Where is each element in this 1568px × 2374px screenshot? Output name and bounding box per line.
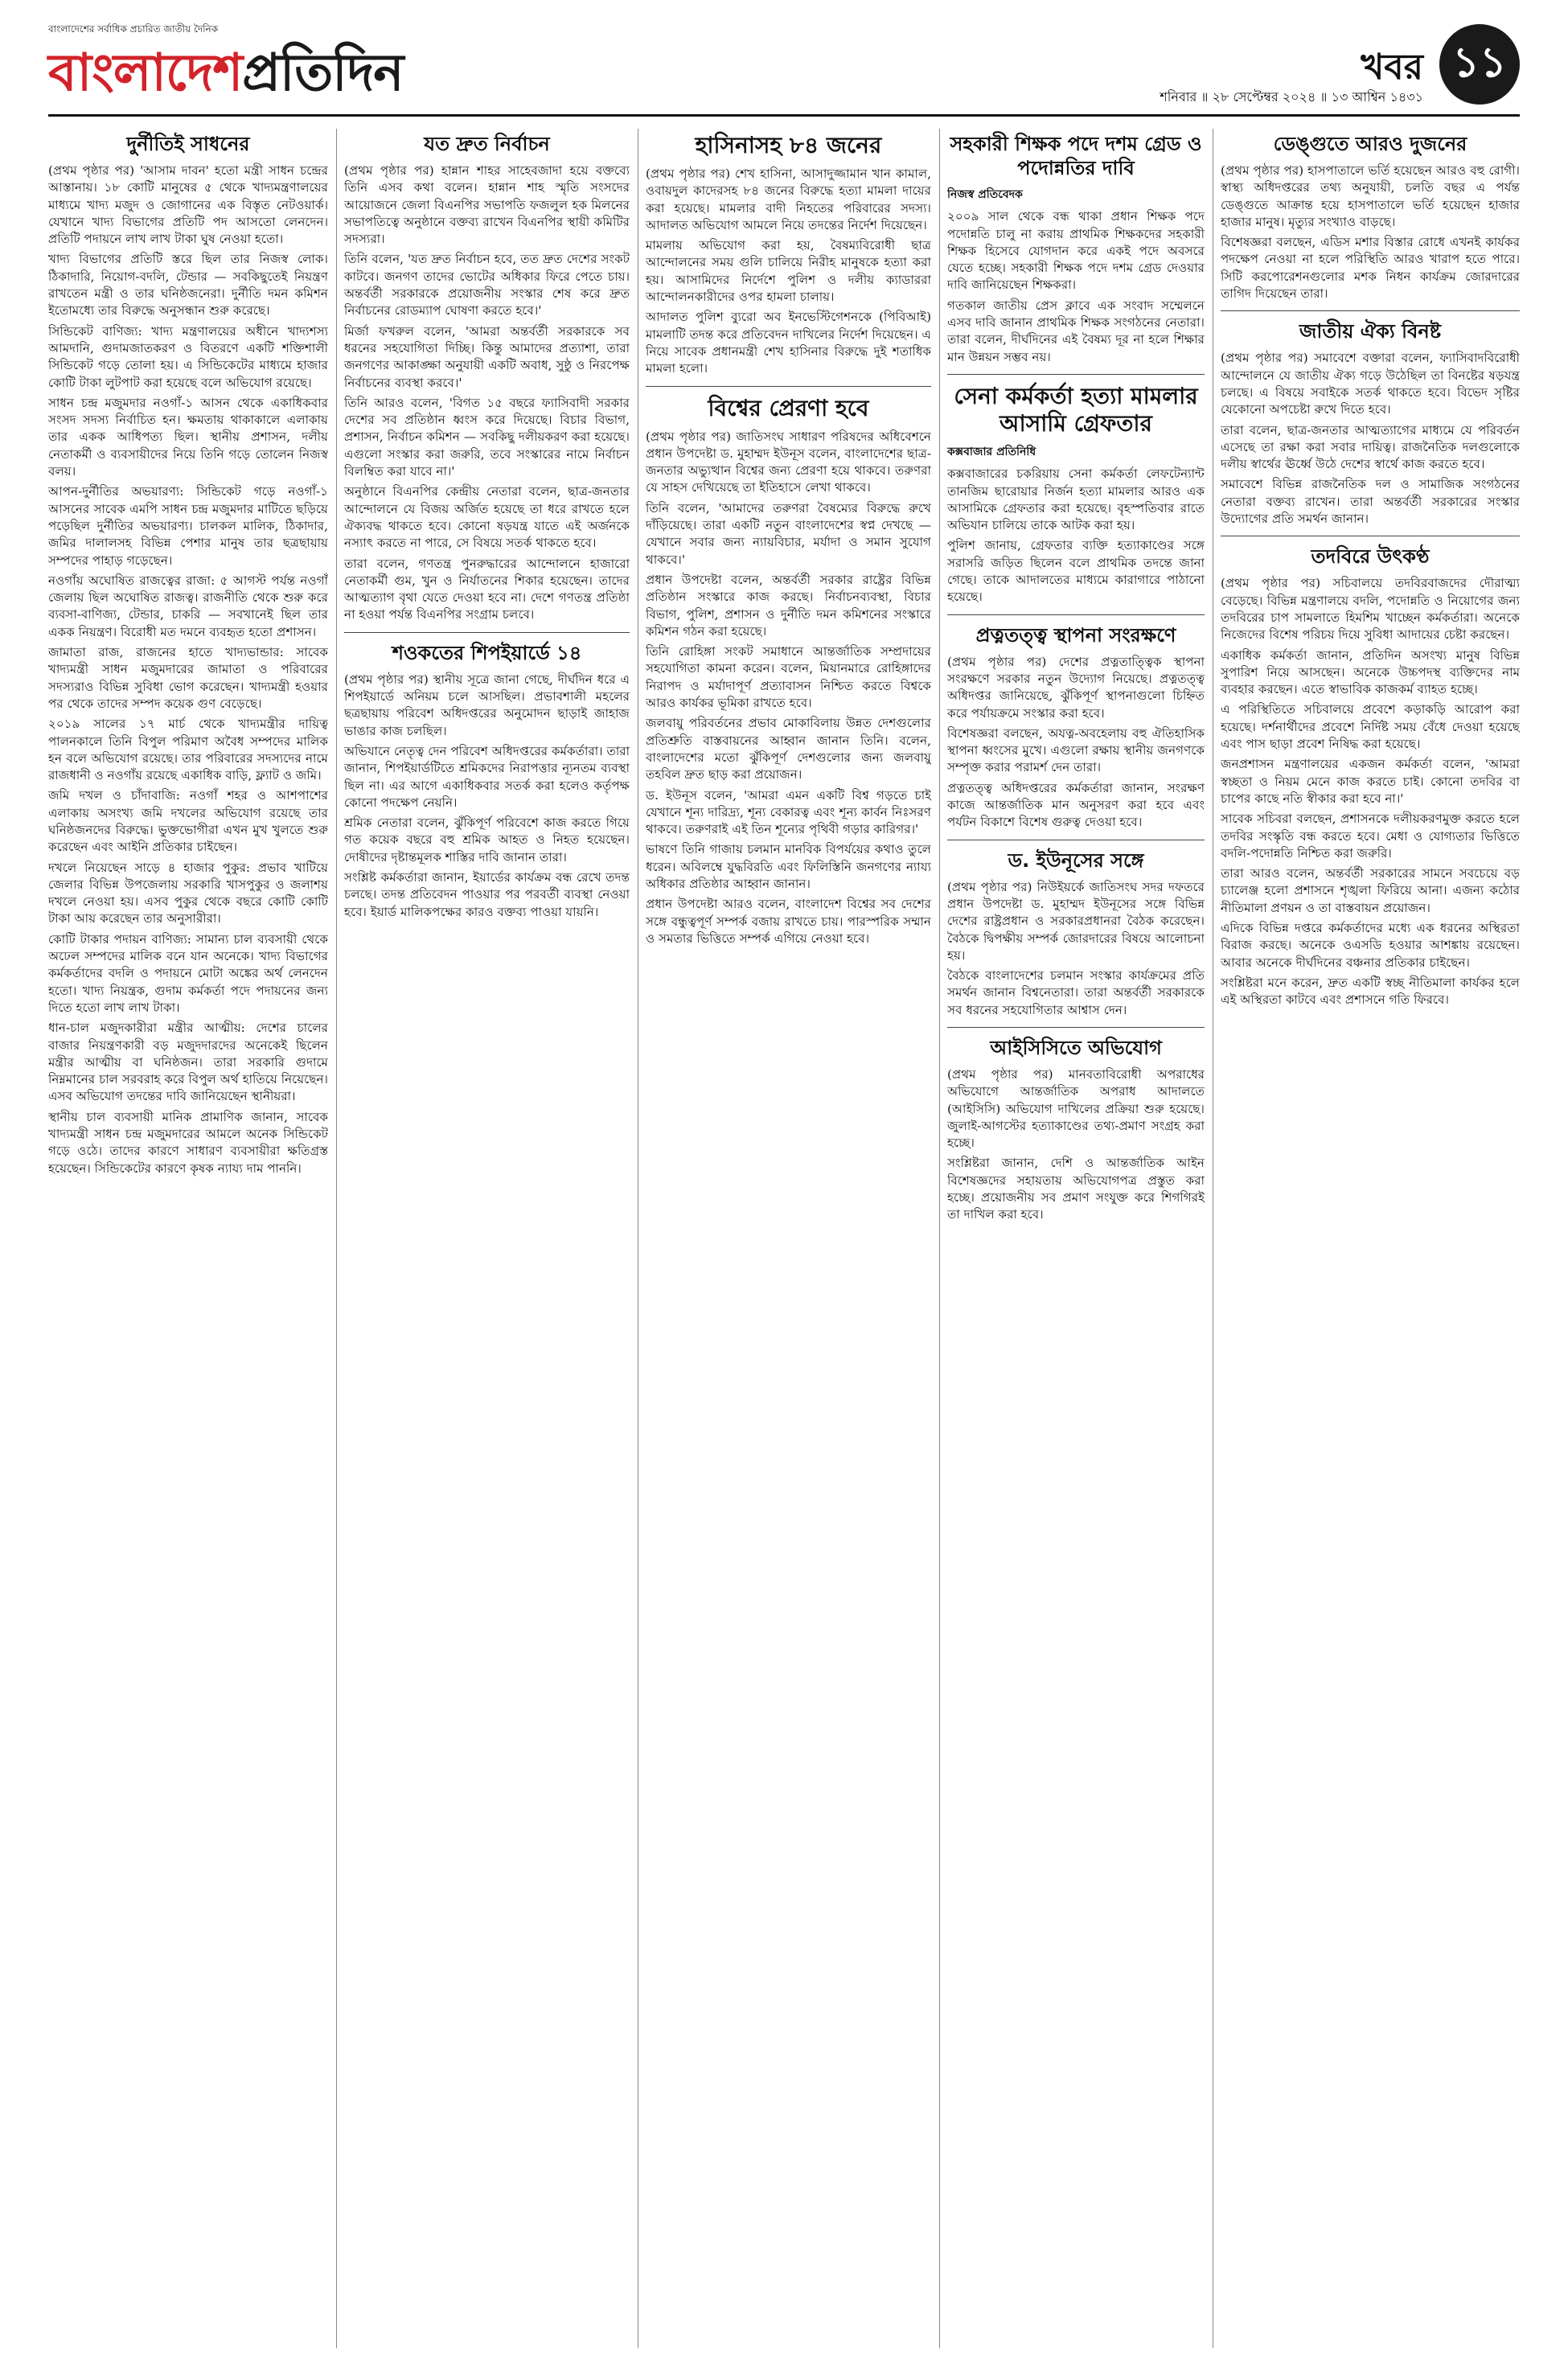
column-divider [336, 129, 337, 2348]
article-paragraph: প্রত্নতত্ত্ব অধিদপ্তরের কর্মকর্তারা জানান, সংরক্ষণ কাজে আন্তর্জাতিক মান অনুসরণ করা হবে এবং পর্যটন বিকাশে বিশেষ গুরুত্ব দেওয়া হবে। [947, 780, 1205, 830]
article-paragraph: খাদ্য বিভাগের প্রতিটি স্তরে ছিল তার নিজস্ব লোক। ঠিকাদারি, নিয়োগ-বদলি, টেন্ডার — সবকিছুতেই নিয়ন্ত্রণ রাখতেন মন্ত্রী ও তার ঘনিষ্ঠজনেরা। দুর্নীতি দমন কমিশন ইতোমধ্যে তার বিরুদ্ধে অনুসন্ধান শুরু করেছে। [48, 252, 328, 318]
article-paragraph: তারা বলেন, ছাত্র-জনতার আত্মত্যাগের মাধ্যমে যে পরিবর্তন এসেছে তা রক্ষা করা সবার দায়িত্ব। রাজনৈতিক দলগুলোকে দলীয় স্বার্থের ঊর্ধ্বে উঠে দেশের স্বার্থে কাজ করতে হবে। [1221, 422, 1520, 472]
masthead [48, 23, 1520, 111]
article-headline[interactable]: জাতীয় ঐক্য বিনষ্ট [1299, 320, 1442, 343]
article-paragraph: (প্রথম পৃষ্ঠার পর) স্থানীয় সূত্রে জানা গেছে, দীর্ঘদিন ধরে এ শিপইয়ার্ডে অনিয়ম চলে আসছিল। প্রভাবশালী মহলের ছত্রছায়ায় পরিবেশ অধিদপ্তরের অনুমোদন ছাড়াই জাহাজ ভাঙার কাজ চলছিল। [344, 672, 630, 738]
article-paragraph: ধান-চাল মজুদকারীরা মন্ত্রীর আত্মীয়: দেশের চালের বাজার নিয়ন্ত্রণকারী বড় মজুদদারদের অনেকেই ছিলেন মন্ত্রীর আত্মীয় বা ঘনিষ্ঠজন। তারা সরকারি গুদামে নিম্নমানের চাল সরবরাহ করে বিপুল অর্থ হাতিয়ে নিয়েছেন। এসব অভিযোগ তদন্তের দাবি জানিয়েছেন স্থানীয়রা। [48, 1021, 328, 1104]
article-paragraph: এদিকে বিভিন্ন দপ্তরে কর্মকর্তাদের মধ্যে এক ধরনের অস্থিরতা বিরাজ করছে। অনেকে ওএসডি হওয়ার আশঙ্কায় রয়েছেন। আবার অনেকে দীর্ঘদিনের বঞ্চনার প্রতিকার চাইছেন। [1221, 920, 1520, 970]
article-divider [1221, 310, 1520, 311]
section-name: খবর [1361, 47, 1423, 88]
article-paragraph: (প্রথম পৃষ্ঠার পর) হাসপাতালে ভর্তি হয়েছেন আরও বহু রোগী। স্বাস্থ্য অধিদপ্তরের তথ্য অনুযায়ী, চলতি বছর এ পর্যন্ত ডেঙ্গুতে আক্রান্ত হয়ে হাসপাতালে ভর্তি হয়েছেন হাজার হাজার মানুষ। মৃত্যুর সংখ্যাও বাড়ছে। [1221, 163, 1520, 229]
article-divider [947, 614, 1205, 615]
article-body [646, 166, 931, 378]
column-1-article [48, 129, 328, 2348]
article-paragraph: কোটি টাকার পদায়ন বাণিজ্য: সামান্য চাল ব্যবসায়ী থেকে অঢেল সম্পদের মালিক বনে যান অনেকে। খাদ্য বিভাগের কর্মকর্তাদের বদলি ও পদায়নে মোটা অঙ্কের অর্থ লেনদেন হতো। খাদ্য নিয়ন্ত্রক, গুদাম কর্মকর্তা পদে পদায়নের জন্য দিতে হতো লাখ লাখ টাকা। [48, 931, 328, 1015]
article-headline[interactable]: দুর্নীতিই সাধনের [126, 133, 250, 155]
article-headline[interactable]: সহকারী শিক্ষক পদে দশম গ্রেড ও পদোন্নতির দাবি [950, 133, 1202, 179]
article-headline[interactable]: শওকতের শিপইয়ার্ডে ১৪ [392, 641, 582, 664]
column-4-article [947, 129, 1205, 2348]
article-paragraph: মির্জা ফখরুল বলেন, 'আমরা অন্তর্বর্তী সরকারকে সব ধরনের সহযোগিতা দিচ্ছি। কিন্তু আমাদের প্রত্যাশা, তারা জনগণের আকাঙ্ক্ষা অনুযায়ী একটি অবাধ, সুষ্ঠু ও নিরপেক্ষ নির্বাচনের ব্যবস্থা করবে।' [344, 323, 630, 390]
article-body [48, 162, 328, 1177]
logo-part-2: প্রতিদিন [242, 43, 404, 103]
article-byline: কক্সবাজার প্রতিনিধি [947, 445, 1036, 458]
article-paragraph: নওগাঁয় অঘোষিত রাজত্বের রাজা: ৫ আগস্ট পর্যন্ত নওগাঁ জেলায় ছিল অঘোষিত রাজত্ব। রাজনীতি থেকে শুরু করে ব্যবসা-বাণিজ্য, টেন্ডার, চাকরি — সবখানেই ছিল তার একক নিয়ন্ত্রণ। বিরোধী মত দমনে ব্যবহৃত হতো প্রশাসন। [48, 573, 328, 639]
article-paragraph: (প্রথম পৃষ্ঠার পর) সমাবেশে বক্তারা বলেন, ফ্যাসিবাদবিরোধী আন্দোলনে যে জাতীয় ঐক্য গড়ে উঠেছিল তা বিনষ্টের ষড়যন্ত্র চলছে। এ বিষয়ে সবাইকে সতর্ক থাকতে হবে। বিভেদ সৃষ্টির যেকোনো অপচেষ্টা রুখে দিতে হবে। [1221, 351, 1520, 417]
article-divider [646, 386, 931, 387]
article-body [947, 208, 1205, 366]
article-paragraph: তিনি বলেন, 'যত দ্রুত নির্বাচন হবে, তত দ্রুত দেশের সংকট কাটবে। জনগণ তাদের ভোটের অধিকার ফিরে পেতে চায়। অন্তর্বর্তী সরকারকে প্রয়োজনীয় সংস্কার শেষ করে দ্রুত নির্বাচনের রোডম্যাপ ঘোষণা করতে হবে।' [344, 252, 630, 318]
article-paragraph: (প্রথম পৃষ্ঠার পর) সচিবালয়ে তদবিরবাজদের দৌরাত্ম্য বেড়েছে। বিভিন্ন মন্ত্রণালয়ে বদলি, পদোন্নতি ও নিয়োগের জন্য তদবিরের চাপ সামলাতে হিমশিম খাচ্ছেন কর্মকর্তারা। অনেকে নিজেদের বিশেষ পরিচয় দিয়ে সুবিধা আদায়ের চেষ্টা করছেন। [1221, 576, 1520, 643]
article-paragraph: আদালত পুলিশ ব্যুরো অব ইনভেস্টিগেশনকে (পিবিআই) মামলাটি তদন্ত করে প্রতিবেদন দাখিলের নির্দেশ দিয়েছেন। এ নিয়ে সাবেক প্রধানমন্ত্রী শেখ হাসিনার বিরুদ্ধে দুই শতাধিক মামলা হলো। [646, 310, 931, 376]
article-paragraph: জমি দখল ও চাঁদাবাজি: নওগাঁ শহর ও আশপাশের এলাকায় অসংখ্য জমি দখলের অভিযোগ রয়েছে তার ঘনিষ্ঠজনদের বিরুদ্ধে। ভুক্তভোগীরা এখন মুখ খুলতে শুরু করেছেন এবং আইনি প্রতিকার চাইছেন। [48, 788, 328, 855]
article-paragraph: এ পরিস্থিতিতে সচিবালয়ে প্রবেশে কড়াকড়ি আরোপ করা হয়েছে। দর্শনার্থীদের প্রবেশে নির্দিষ্ট সময় বেঁধে দেওয়া হয়েছে এবং পাস ছাড়া প্রবেশ নিষিদ্ধ করা হয়েছে। [1221, 702, 1520, 752]
article-body [1221, 162, 1520, 302]
article-paragraph: (প্রথম পৃষ্ঠার পর) হান্নান শাহর সাহেবজাদা হয়ে বক্তব্যে তিনি এসব কথা বলেন। হান্নান শাহ স্মৃতি সংসদের আয়োজনে জেলা বিএনপির সভাপতি ফজলুল হক মিলনের সভাপতিত্বে অনুষ্ঠানে বক্তব্য রাখেন বিএনপির স্থায়ী কমিটির সদস্যরা। [344, 163, 630, 247]
article-paragraph: (প্রথম পৃষ্ঠার পর) দেশের প্রত্নতাত্ত্বিক স্থাপনা সংরক্ষণে সরকার নতুন উদ্যোগ নিয়েছে। প্রত্নতত্ত্ব অধিদপ্তর জানিয়েছে, ঝুঁকিপূর্ণ স্থাপনাগুলো চিহ্নিত করে পর্যায়ক্রমে সংস্কার করা হবে। [947, 654, 1205, 721]
article-body [646, 429, 931, 948]
article-headline[interactable]: ডেঙ্গুতে আরও দুজনের [1273, 133, 1467, 155]
article-headline[interactable]: তদবিরে উৎকণ্ঠ [1311, 545, 1430, 569]
article-paragraph: স্থানীয় চাল ব্যবসায়ী মানিক প্রামাণিক জানান, সাবেক খাদ্যমন্ত্রী সাধন চন্দ্র মজুমদারের আমলে অনেক সিন্ডিকেট গড়ে ওঠে। তাদের কারণে সাধারণ ব্যবসায়ীরা ক্ষতিগ্রস্ত হয়েছেন। সিন্ডিকেটের কারণে কৃষক ন্যায্য দাম পাননি। [48, 1109, 328, 1176]
article-paragraph: ভাষণে তিনি গাজায় চলমান মানবিক বিপর্যয়ের কথাও তুলে ধরেন। অবিলম্বে যুদ্ধবিরতি এবং ফিলিস্তিনি জনগণের ন্যায্য অধিকার প্রতিষ্ঠার আহ্বান জানান। [646, 842, 931, 891]
article-paragraph: ২০১৯ সালের ১৭ মার্চ থেকে খাদ্যমন্ত্রীর দায়িত্ব পালনকালে তিনি বিপুল পরিমাণ অবৈধ সম্পদের মালিক হন বলে অভিযোগ রয়েছে। তার পরিবারের সদস্যদের নামে রাজধানী ও নওগাঁয় রয়েছে একাধিক বাড়ি, ফ্ল্যাট ও জমি। [48, 717, 328, 783]
article-paragraph: ২০০৯ সাল থেকে বন্ধ থাকা প্রধান শিক্ষক পদে পদোন্নতি চালু না করায় প্রাথমিক শিক্ষকদের সহকারী শিক্ষক হিসেবে যোগদান করে একই পদে অবসরে যেতে হচ্ছে। সহকারী শিক্ষক পদে দশম গ্রেড দেওয়ার দাবি জানিয়েছেন শিক্ষকরা। [947, 209, 1205, 293]
article-paragraph: মামলায় অভিযোগ করা হয়, বৈষম্যবিরোধী ছাত্র আন্দোলনের সময় গুলি চালিয়ে নিরীহ মানুষকে হত্যা করা হয়। আসামিদের নির্দেশে পুলিশ ও দলীয় ক্যাডাররা আন্দোলনকারীদের ওপর হামলা চালায়। [646, 238, 931, 305]
article-paragraph: তিনি আরও বলেন, 'বিগত ১৫ বছরে ফ্যাসিবাদী সরকার দেশের সব প্রতিষ্ঠান ধ্বংস করে দিয়েছে। বিচার বিভাগ, প্রশাসন, নির্বাচন কমিশন — সবকিছু দলীয়করণ করা হয়েছে। এগুলো সংস্কার করা জরুরি, তবে সংস্কারের নামে নির্বাচন বিলম্বিত করা যাবে না।' [344, 395, 630, 479]
column-2-article [344, 129, 630, 2348]
article-paragraph: বিশেষজ্ঞরা বলছেন, অযত্ন-অবহেলায় বহু ঐতিহাসিক স্থাপনা ধ্বংসের মুখে। এগুলো রক্ষায় স্থানীয় জনগণকে সম্পৃক্ত করার পরামর্শ দেন তারা। [947, 725, 1205, 775]
article-headline[interactable]: বিশ্বের প্রেরণা হবে [708, 394, 869, 421]
article-paragraph: শ্রমিক নেতারা বলেন, ঝুঁকিপূর্ণ পরিবেশে কাজ করতে গিয়ে গত কয়েক বছরে বহু শ্রমিক আহত ও নিহত হয়েছেন। দোষীদের দৃষ্টান্তমূলক শাস্তির দাবি জানান তারা। [344, 815, 630, 865]
article-paragraph: আপন-দুর্নীতির অভয়ারণ্য: সিন্ডিকেট গড়ে নওগাঁ-১ আসনের সাবেক এমপি সাধন চন্দ্র মজুমদার মাটিতে ছড়িয়ে পড়েছিল দুর্নীতির অভয়ারণ্য। চালকল মালিক, ঠিকাদার, জমির দালালসহ বিভিন্ন পেশার মানুষ তার ছত্রছায়ায় সম্পদের পাহাড় গড়েছেন। [48, 484, 328, 568]
article-headline[interactable]: হাসিনাসহ ৮৪ জনের [695, 132, 882, 158]
article-paragraph: কক্সবাজারের চকরিয়ায় সেনা কর্মকর্তা লেফটেন্যান্ট তানজিম ছারোয়ার নির্জন হত্যা মামলার আরও এক আসামিকে গ্রেফতার করা হয়েছে। বৃহস্পতিবার রাতে অভিযান চালিয়ে তাকে আটক করা হয়। [947, 466, 1205, 533]
article-body [947, 1066, 1205, 1224]
article-paragraph: প্রধান উপদেষ্টা বলেন, অন্তর্বর্তী সরকার রাষ্ট্রের বিভিন্ন প্রতিষ্ঠান সংস্কারে কাজ করছে। নির্বাচনব্যবস্থা, বিচার বিভাগ, পুলিশ, প্রশাসন ও দুর্নীতি দমন কমিশনের সংস্কারে কমিশন গঠন করা হয়েছে। [646, 572, 931, 639]
article-paragraph: তারা আরও বলেন, অন্তর্বর্তী সরকারের সামনে সবচেয়ে বড় চ্যালেঞ্জ হলো প্রশাসনে শৃঙ্খলা ফিরিয়ে আনা। এজন্য কঠোর নীতিমালা প্রণয়ন ও তা বাস্তবায়ন প্রয়োজন। [1221, 866, 1520, 915]
dateline: শনিবার ॥ ২৮ সেপ্টেম্বর ২০২৪ ॥ ১৩ আশ্বিন ১৪৩১ [1160, 89, 1423, 105]
article-headline[interactable]: প্রত্নতত্ত্ব স্থাপনা সংরক্ষণে [975, 623, 1176, 647]
column-divider [939, 129, 940, 2348]
article-paragraph: সংশ্লিষ্টরা জানান, দেশি ও আন্তর্জাতিক আইন বিশেষজ্ঞদের সহায়তায় অভিযোগপত্র প্রস্তুত করা হচ্ছে। প্রয়োজনীয় সব প্রমাণ সংযুক্ত করে শিগগিরই তা দাখিল করা হবে। [947, 1156, 1205, 1222]
article-paragraph: সাবেক সচিবরা বলছেন, প্রশাসনকে দলীয়করণমুক্ত করতে হলে তদবির সংস্কৃতি বন্ধ করতে হবে। মেধা ও যোগ্যতার ভিত্তিতে বদলি-পদোন্নতি নিশ্চিত করা জরুরি। [1221, 811, 1520, 860]
article-paragraph: (প্রথম পৃষ্ঠার পর) 'আসাম দাবন' হতো মন্ত্রী সাধন চন্দ্রের আস্তানায়। ১৮ কোটি মানুষের ৫ থেকে খাদ্যমন্ত্রণালয়ের মাধ্যমে খাদ্য মজুদ ও জোগানের এক বিস্তৃত নেটওয়ার্ক। যেখানে খাদ্য বিভাগের প্রতিটি পদ আসতো লেনদেন। প্রতিটি পদায়নে লাখ লাখ টাকা ঘুষ নেওয়া হতো। [48, 163, 328, 247]
masthead-rule [48, 114, 1520, 117]
newspaper-logo[interactable] [48, 34, 403, 120]
article-paragraph: (প্রথম পৃষ্ঠার পর) জাতিসংঘ সাধারণ পরিষদের অধিবেশনে প্রধান উপদেষ্টা ড. মুহাম্মদ ইউনূস বলেন, বাংলাদেশের ছাত্র-জনতার অভ্যুত্থান বিশ্বের জন্য প্রেরণা হয়ে থাকবে। তরুণরা যে সাহস দেখিয়েছে তা ইতিহাসে লেখা থাকবে। [646, 429, 931, 495]
article-paragraph: বৈঠকে বাংলাদেশের চলমান সংস্কার কার্যক্রমের প্রতি সমর্থন জানান বিশ্বনেতারা। তারা অন্তর্বর্তী সরকারকে সব ধরনের সহযোগিতার আশ্বাস দেন। [947, 968, 1205, 1017]
masthead-tagline: বাংলাদেশের সর্বাধিক প্রচারিত জাতীয় দৈনিক [48, 23, 219, 35]
article-paragraph: সংশ্লিষ্টরা মনে করেন, দ্রুত একটি স্বচ্ছ নীতিমালা কার্যকর হলে এই অস্থিরতা কাটবে এবং প্রশাসনে গতি ফিরবে। [1221, 975, 1520, 1008]
article-divider [947, 374, 1205, 375]
page-number-badge: ১১ [1439, 24, 1520, 105]
article-body [1221, 575, 1520, 1008]
article-paragraph: সংশ্লিষ্ট কর্মকর্তারা জানান, ইয়ার্ডের কার্যক্রম বন্ধ রেখে তদন্ত চলছে। তদন্ত প্রতিবেদন পাওয়ার পর পরবর্তী ব্যবস্থা নেওয়া হবে। ইয়ার্ড মালিকপক্ষের কারও বক্তব্য পাওয়া যায়নি। [344, 869, 630, 919]
article-body [947, 654, 1205, 832]
article-headline[interactable]: যত দ্রুত নির্বাচন [424, 133, 550, 155]
article-byline: নিজস্ব প্রতিবেদক [947, 188, 1023, 201]
article-paragraph: অভিযানে নেতৃত্ব দেন পরিবেশ অধিদপ্তরের কর্মকর্তারা। তারা জানান, শিপইয়ার্ডটিতে শ্রমিকদের নিরাপত্তার ন্যূনতম ব্যবস্থা ছিল না। এর আগে একাধিকবার সতর্ক করা হলেও কর্তৃপক্ষ কোনো পদক্ষেপ নেয়নি। [344, 743, 630, 810]
article-paragraph: (প্রথম পৃষ্ঠার পর) শেখ হাসিনা, আসাদুজ্জামান খান কামাল, ওবায়দুল কাদেরসহ ৮৪ জনের বিরুদ্ধে হত্যা মামলা দায়ের করা হয়েছে। মামলার বাদী নিহতের পরিবারের সদস্য। আদালত অভিযোগ আমলে নিয়ে তদন্তের নির্দেশ দিয়েছেন। [646, 166, 931, 232]
article-paragraph: দখলে নিয়েছেন সাড়ে ৪ হাজার পুকুর: প্রভাব খাটিয়ে জেলার বিভিন্ন উপজেলায় সরকারি খাসপুকুর ও জলাশয় দখলে নেওয়া হয়। এসব পুকুর থেকে বছরে কোটি কোটি টাকা আয় করেছেন তার অনুসারীরা। [48, 860, 328, 926]
article-paragraph: (প্রথম পৃষ্ঠার পর) মানবতাবিরোধী অপরাধের অভিযোগে আন্তর্জাতিক অপরাধ আদালতে (আইসিসি) অভিযোগ দাখিলের প্রক্রিয়া শুরু হয়েছে। জুলাই-আগস্টের হত্যাকাণ্ডের তথ্য-প্রমাণ সংগ্রহ করা হচ্ছে। [947, 1066, 1205, 1151]
article-paragraph: ড. ইউনূস বলেন, 'আমরা এমন একটি বিশ্ব গড়তে চাই যেখানে শূন্য দারিদ্র্য, শূন্য বেকারত্ব এবং শূন্য কার্বন নিঃসরণ থাকবে। তরুণরাই এই তিন শূন্যের পৃথিবী গড়ার কারিগর।' [646, 787, 931, 837]
article-paragraph: তিনি রোহিঙ্গা সংকট সমাধানে আন্তর্জাতিক সম্প্রদায়ের সহযোগিতা কামনা করেন। বলেন, মিয়ানমারে রোহিঙ্গাদের নিরাপদ ও মর্যাদাপূর্ণ প্রত্যাবাসন নিশ্চিত করতে বিশ্বকে আরও কার্যকর ভূমিকা রাখতে হবে। [646, 644, 931, 711]
article-body [1221, 350, 1520, 528]
article-headline[interactable]: ড. ইউনূসের সঙ্গে [1008, 848, 1144, 872]
article-paragraph: তিনি বলেন, 'আমাদের তরুণরা বৈষম্যের বিরুদ্ধে রুখে দাঁড়িয়েছে। তারা একটি নতুন বাংলাদেশের স্বপ্ন দেখছে — যেখানে সবার জন্য ন্যায়বিচার, মর্যাদা ও সমান সুযোগ থাকবে।' [646, 500, 931, 567]
article-paragraph: বিশেষজ্ঞরা বলছেন, এডিস মশার বিস্তার রোধে এখনই কার্যকর পদক্ষেপ নেওয়া না হলে পরিস্থিতি আরও খারাপ হতে পারে। সিটি করপোরেশনগুলোর মশক নিধন কার্যক্রম জোরদারের তাগিদ দিয়েছেন তারা। [1221, 235, 1520, 302]
article-paragraph: তারা বলেন, গণতন্ত্র পুনরুদ্ধারের আন্দোলনে হাজারো নেতাকর্মী গুম, খুন ও নির্যাতনের শিকার হয়েছেন। তাদের আত্মত্যাগ বৃথা যেতে দেওয়া হবে না। দেশে গণতন্ত্র প্রতিষ্ঠা না হওয়া পর্যন্ত বিএনপির সংগ্রাম চলবে। [344, 556, 630, 622]
article-paragraph: জলবায়ু পরিবর্তনের প্রভাব মোকাবিলায় উন্নত দেশগুলোর প্রতিশ্রুতি বাস্তবায়নের আহ্বান জানান তিনি। বলেন, বাংলাদেশের মতো ঝুঁকিপূর্ণ দেশগুলোর জন্য জলবায়ু তহবিল দ্রুত ছাড় করা প্রয়োজন। [646, 716, 931, 782]
column-3-article [646, 129, 931, 2348]
article-paragraph: গতকাল জাতীয় প্রেস ক্লাবে এক সংবাদ সম্মেলনে এসব দাবি জানান প্রাথমিক শিক্ষক সংগঠনের নেতারা। তারা বলেন, দীর্ঘদিনের এই বৈষম্য দূর না হলে শিক্ষার মান উন্নয়ন সম্ভব নয়। [947, 298, 1205, 364]
article-paragraph: সমাবেশে বিভিন্ন রাজনৈতিক দল ও সামাজিক সংগঠনের নেতারা বক্তব্য রাখেন। তারা অন্তর্বর্তী সরকারের সংস্কার উদ্যোগের প্রতি সমর্থন জানান। [1221, 477, 1520, 527]
page-columns [48, 129, 1520, 2348]
article-paragraph: সাধন চন্দ্র মজুমদার নওগাঁ-১ আসন থেকে একাধিকবার সংসদ সদস্য নির্বাচিত হন। ক্ষমতায় থাকাকালে এলাকায় তার একক আধিপত্য ছিল। স্থানীয় প্রশাসন, দলীয় নেতাকর্মী ও ব্যবসায়ীদের নিয়ে তিনি গড়ে তোলেন নিজস্ব বলয়। [48, 395, 328, 479]
logo-part-1: বাংলাদেশ [48, 43, 243, 103]
column-5-article [1221, 129, 1520, 2348]
article-body [344, 672, 630, 921]
article-paragraph: অনুষ্ঠানে বিএনপির কেন্দ্রীয় নেতারা বলেন, ছাত্র-জনতার আন্দোলনে যে বিজয় অর্জিত হয়েছে তা ধরে রাখতে হলে ঐক্যবদ্ধ থাকতে হবে। কোনো ষড়যন্ত্র যাতে এই অর্জনকে নস্যাৎ করতে না পারে, সে বিষয়ে সতর্ক থাকতে হবে। [344, 484, 630, 551]
article-paragraph: জামাতা রাজ, রাজনের হাতে খাদ্যভান্ডার: সাবেক খাদ্যমন্ত্রী সাধন মজুমদারের জামাতা ও পরিবারের সদস্যরাও বিভিন্ন সুবিধা ভোগ করেছেন। খাদ্যমন্ত্রী হওয়ার পর থেকে তাদের সম্পদ কয়েক গুণ বেড়েছে। [48, 645, 328, 711]
article-divider [947, 1027, 1205, 1028]
article-body [947, 466, 1205, 606]
article-paragraph: পুলিশ জানায়, গ্রেফতার ব্যক্তি হত্যাকাণ্ডের সঙ্গে সরাসরি জড়িত ছিলেন বলে প্রাথমিক তদন্তে জানা গেছে। তাকে আদালতের মাধ্যমে কারাগারে পাঠানো হয়েছে। [947, 538, 1205, 605]
article-headline[interactable]: সেনা কর্মকর্তা হত্যা মামলার আসামি গ্রেফতার [954, 382, 1198, 437]
article-paragraph: জনপ্রশাসন মন্ত্রণালয়ের একজন কর্মকর্তা বলেন, 'আমরা স্বচ্ছতা ও নিয়ম মেনে কাজ করতে চাই। কোনো তদবির বা চাপের কাছে নতি স্বীকার করা হবে না।' [1221, 757, 1520, 806]
article-body [344, 162, 630, 624]
article-paragraph: সিন্ডিকেট বাণিজ্য: খাদ্য মন্ত্রণালয়ের অধীনে খাদ্যশস্য আমদানি, গুদামজাতকরণ ও বিতরণে একটি শক্তিশালী সিন্ডিকেট গড়ে তোলা হয়। এ সিন্ডিকেটের মাধ্যমে হাজার কোটি টাকা লুটপাট করা হয়েছে বলে অভিযোগ রয়েছে। [48, 323, 328, 390]
article-paragraph: প্রধান উপদেষ্টা আরও বলেন, বাংলাদেশ বিশ্বের সব দেশের সঙ্গে বন্ধুত্বপূর্ণ সম্পর্ক বজায় রাখতে চায়। পারস্পরিক সম্মান ও সমতার ভিত্তিতে সম্পর্ক এগিয়ে নেওয়া হবে। [646, 897, 931, 946]
article-divider [344, 632, 630, 633]
article-paragraph: একাধিক কর্মকর্তা জানান, প্রতিদিন অসংখ্য মানুষ বিভিন্ন সুপারিশ নিয়ে আসছেন। অনেকে উচ্চপদস্থ ব্যক্তিদের নাম ব্যবহার করছেন। এতে স্বাভাবিক কাজকর্ম ব্যাহত হচ্ছে। [1221, 647, 1520, 697]
article-body [947, 879, 1205, 1019]
article-paragraph: (প্রথম পৃষ্ঠার পর) নিউইয়র্কে জাতিসংঘ সদর দফতরে প্রধান উপদেষ্টা ড. মুহাম্মদ ইউনূসের সঙ্গে বিভিন্ন দেশের রাষ্ট্রপ্রধান ও সরকারপ্রধানরা বৈঠক করেছেন। বৈঠকে দ্বিপক্ষীয় সম্পর্ক জোরদারের বিষয়ে আলোচনা হয়। [947, 879, 1205, 963]
article-headline[interactable]: আইসিসিতে অভিযোগ [990, 1036, 1162, 1059]
